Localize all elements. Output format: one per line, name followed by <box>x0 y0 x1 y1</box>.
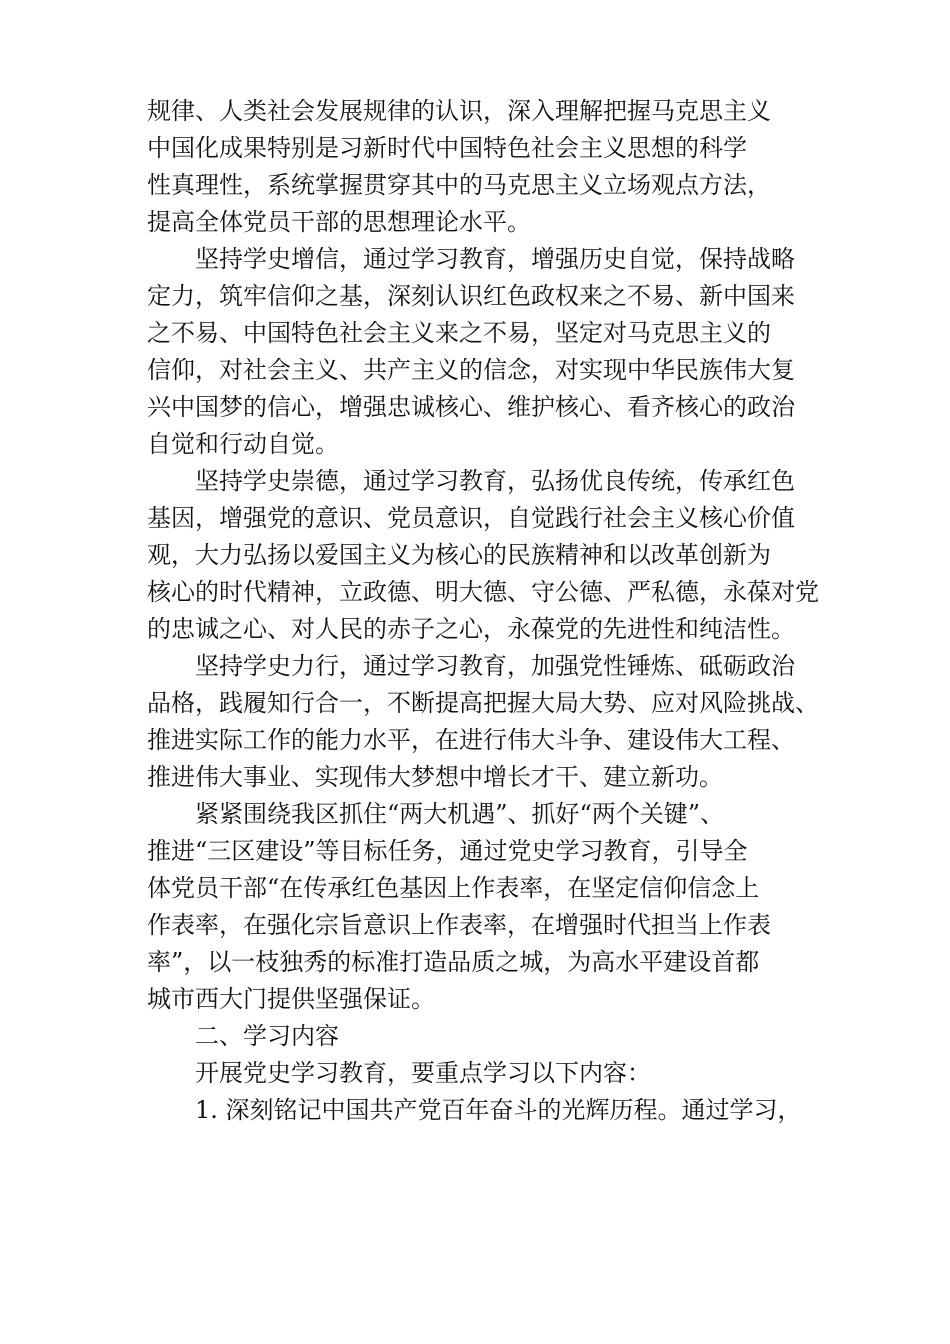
text-line: 观，大力弘扬以爱国主义为核心的民族精神和以改革创新为 <box>147 541 771 569</box>
text-line: 品格，践履知行合一，不断提高把握大局大势、应对风险挑战、 <box>147 689 819 717</box>
text-line: 规律、人类社会发展规律的认识，深入理解把握马克思主义 <box>147 97 771 125</box>
text-line: 之不易、中国特色社会主义来之不易，坚定对马克思主义的 <box>147 319 771 347</box>
text-line: 率”，以一枝独秀的标准打造品质之城，为高水平建设首都 <box>147 948 760 976</box>
text-line: 核心的时代精神，立政德、明大德、守公德、严私德，永葆对党 <box>147 578 819 606</box>
text-line: 推进伟大事业、实现伟大梦想中增长才干、建立新功。 <box>147 763 723 791</box>
document-body <box>147 93 819 1129</box>
text-line: 中国化成果特别是习新时代中国特色社会主义思想的科学 <box>147 134 747 162</box>
text-line: 的忠诚之心、对人民的赤子之心，永葆党的先进性和纯洁性。 <box>147 615 795 643</box>
text-line: 信仰，对社会主义、共产主义的信念，对实现中华民族伟大复 <box>147 356 795 384</box>
paragraph-start-line: 坚持学史崇德，通过学习教育，弘扬优良传统，传承红色 <box>195 467 795 495</box>
text-line: 城市西大门提供坚强保证。 <box>147 985 435 1013</box>
text-line: 体党员干部“在传承红色基因上作表率，在坚定信仰信念上 <box>147 874 760 902</box>
text-line: 推进“三区建设”等目标任务，通过党史学习教育，引导全 <box>147 837 748 865</box>
numbered-item-line: 1. 深刻铭记中国共产党百年奋斗的光辉历程。通过学习， <box>195 1096 802 1124</box>
text-line: 推进实际工作的能力水平，在进行伟大斗争、建设伟大工程、 <box>147 726 795 754</box>
text-line: 定力，筑牢信仰之基，深刻认识红色政权来之不易、新中国来 <box>147 282 795 310</box>
text-line: 自觉和行动自觉。 <box>147 430 339 458</box>
text-line: 基因，增强党的意识、党员意识，自觉践行社会主义核心价值 <box>147 504 795 532</box>
paragraph-start-line: 紧紧围绕我区抓住“两大机遇”、抓好“两个关键”、 <box>195 800 725 828</box>
section-heading: 二、学习内容 <box>195 1022 339 1050</box>
text-line: 兴中国梦的信心，增强忠诚核心、维护核心、看齐核心的政治 <box>147 393 795 421</box>
text-line: 作表率，在强化宗旨意识上作表率，在增强时代担当上作表 <box>147 911 771 939</box>
paragraph-start-line: 开展党史学习教育，要重点学习以下内容： <box>195 1059 651 1087</box>
text-line: 提高全体党员干部的思想理论水平。 <box>147 208 531 236</box>
paragraph-start-line: 坚持学史力行，通过学习教育，加强党性锤炼、砥砺政治 <box>195 652 795 680</box>
text-line: 性真理性，系统掌握贯穿其中的马克思主义立场观点方法， <box>147 171 771 199</box>
paragraph-start-line: 坚持学史增信，通过学习教育，增强历史自觉，保持战略 <box>195 245 795 273</box>
